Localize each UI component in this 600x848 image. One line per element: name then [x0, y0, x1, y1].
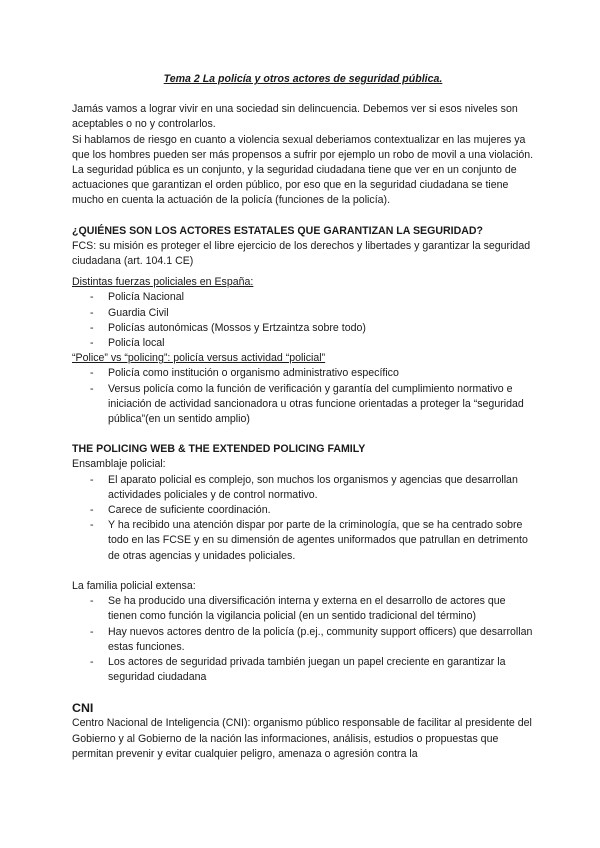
police-vs-policing-heading: “Police” vs “policing”: policía versus actividad “policial” — [72, 352, 326, 365]
fcs-paragraph: FCS: su misión es proteger el libre ejercicio de los derechos y libertades y garantizar la seguridad ciudadana (art. 104.1 CE) — [72, 239, 531, 268]
ensamblaje-label: Ensamblaje policial: — [72, 458, 166, 471]
list-item: - Carece de suficiente coordinación. — [90, 504, 271, 517]
ensamblaje-list — [72, 473, 534, 564]
familia-list — [72, 594, 534, 685]
intro-paragraph-3: La seguridad pública es un conjunto, y la seguridad ciudadana tiene que ver en un conjunto de actuaciones que garantizan el orden público, por eso que en la seguridad ciudadana se tiene mucho en cuenta la actuación de la policía (funciones de la policía). — [72, 164, 517, 207]
page-title: Tema 2 La policía y otros actores de seguridad pública. — [163, 73, 443, 85]
document-page — [72, 72, 534, 762]
list-item: - Versus policía como la función de verificación y garantía del cumplimiento normativo e iniciación de actividad sancionadora u otras funcione orientadas a proteger la “seguridad pública”(en un sentido amplio) — [90, 382, 524, 426]
list-item: - Guardia Civil — [90, 306, 169, 319]
police-list — [72, 366, 534, 427]
list-item: - Y ha recibido una atención dispar por parte de la criminología, que se ha centrado sobre todo en las FCSE y en su dimensión de agentes uniformados que patrullan en detrimento de otras agencias y unidades policiales. — [90, 519, 528, 562]
policing-web-heading: THE POLICING WEB & THE EXTENDED POLICING FAMILY — [72, 443, 366, 456]
list-item: - Hay nuevos actores dentro de la policía (p.ej., community support officers) que desarrollan estas funciones. — [90, 625, 533, 653]
fuerzas-list — [72, 290, 534, 351]
list-item: - Policía como institución o organismo administrativo específico — [90, 367, 399, 380]
list-item: - Se ha producido una diversificación interna y externa en el desarrollo de actores que tienen como función la vigilancia policial (en un sentido tradicional del término) — [90, 595, 506, 623]
actores-heading: ¿QUIÉNES SON LOS ACTORES ESTATALES QUE GARANTIZAN LA SEGURIDAD? — [72, 224, 484, 237]
list-item: - Policía local — [90, 337, 165, 350]
intro-paragraph-2: Si hablamos de riesgo en cuanto a violencia sexual deberiamos contextualizar en las mujeres ya que los hombres pueden ser más propensos a sufrir por ejemplo un robo de movil a una violación. — [72, 133, 534, 161]
list-item: - El aparato policial es complejo, son muchos los organismos y agencias que desarrollan actividades policiales y de control normativo. — [90, 473, 518, 501]
intro-paragraph-1: Jamás vamos a lograr vivir en una sociedad sin delincuencia. Debemos ver si esos niveles son aceptables o no y controlarlos. — [72, 103, 518, 131]
list-item: - Policías autonómicas (Mossos y Ertzaintza sobre todo) — [90, 321, 366, 334]
list-item: - Los actores de seguridad privada también juegan un papel creciente en garantizar la seguridad ciudadana — [90, 655, 506, 684]
fuerzas-heading: Distintas fuerzas policiales en España: — [72, 276, 254, 289]
cni-heading: CNI — [72, 701, 94, 716]
cni-paragraph: Centro Nacional de Inteligencia (CNI): organismo público responsable de facilitar al presidente del Gobierno y al Gobierno de la nación las informaciones, análisis, estudios o propuestas que permitan prevenir y evitar cualquier peligro, amenaza o agresión contra la — [72, 717, 532, 760]
familia-label: La familia policial extensa: — [72, 579, 196, 592]
list-item: - Policía Nacional — [90, 291, 184, 304]
